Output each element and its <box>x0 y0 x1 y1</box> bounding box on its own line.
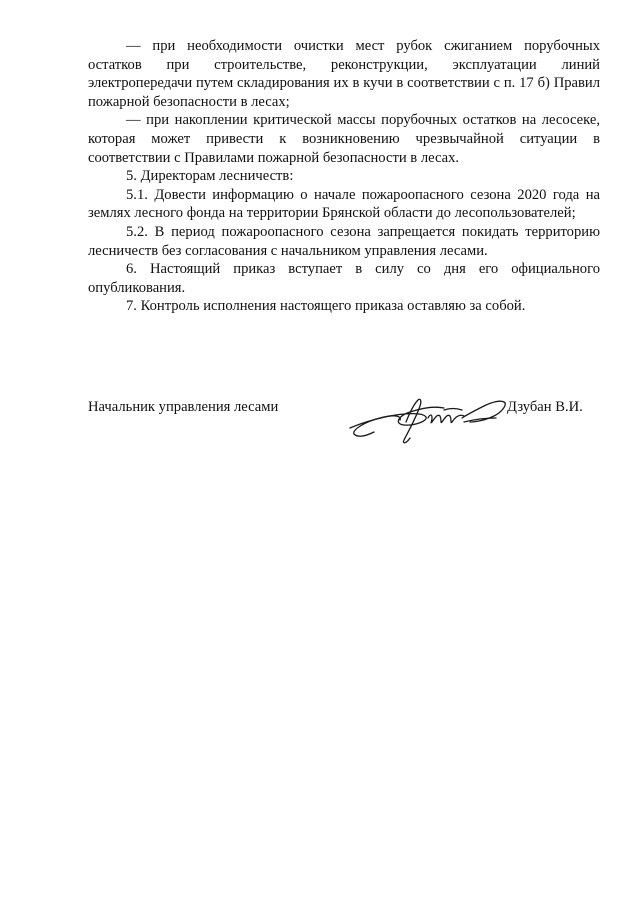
paragraph-item-5-2: 5.2. В период пожароопасного сезона запрещается покидать территорию лесничеств без согласования с начальником управления лесами. <box>88 223 600 259</box>
document-body <box>88 37 600 316</box>
signature-block <box>88 392 600 452</box>
handwritten-signature <box>344 392 514 450</box>
paragraph-critical-mass: — при накоплении критической массы порубочных остатков на лесосеке, которая может привести к возникновению чрезвычайной ситуации в соответствии с Правилами пожарной безопасности в лесах. <box>88 112 600 166</box>
paragraph-item-6: 6. Настоящий приказ вступает в силу со дня его официального опубликования. <box>88 261 600 296</box>
paragraph-fire-clearing-power-lines: — при необходимости очистки мест рубок сжиганием порубочных остатков при строительстве, реконструкции, эксплуатации линий электропередачи путем складирования их в кучи в соответствии с п. 17 б) Правил пожарной безопасности в лесах; <box>88 38 600 110</box>
paragraph-item-7: 7. Контроль исполнения настоящего приказа оставляю за собой. <box>126 298 526 315</box>
signatory-position: Начальник управления лесами <box>88 399 279 415</box>
signatory-name: Дзубан В.И. <box>507 399 583 415</box>
paragraph-item-5-heading: 5. Директорам лесничеств: <box>126 168 294 185</box>
paragraph-item-5-1: 5.1. Довести информацию о начале пожароопасного сезона 2020 года на землях лесного фонда на территории Брянской области до лесопользователей; <box>88 186 600 222</box>
